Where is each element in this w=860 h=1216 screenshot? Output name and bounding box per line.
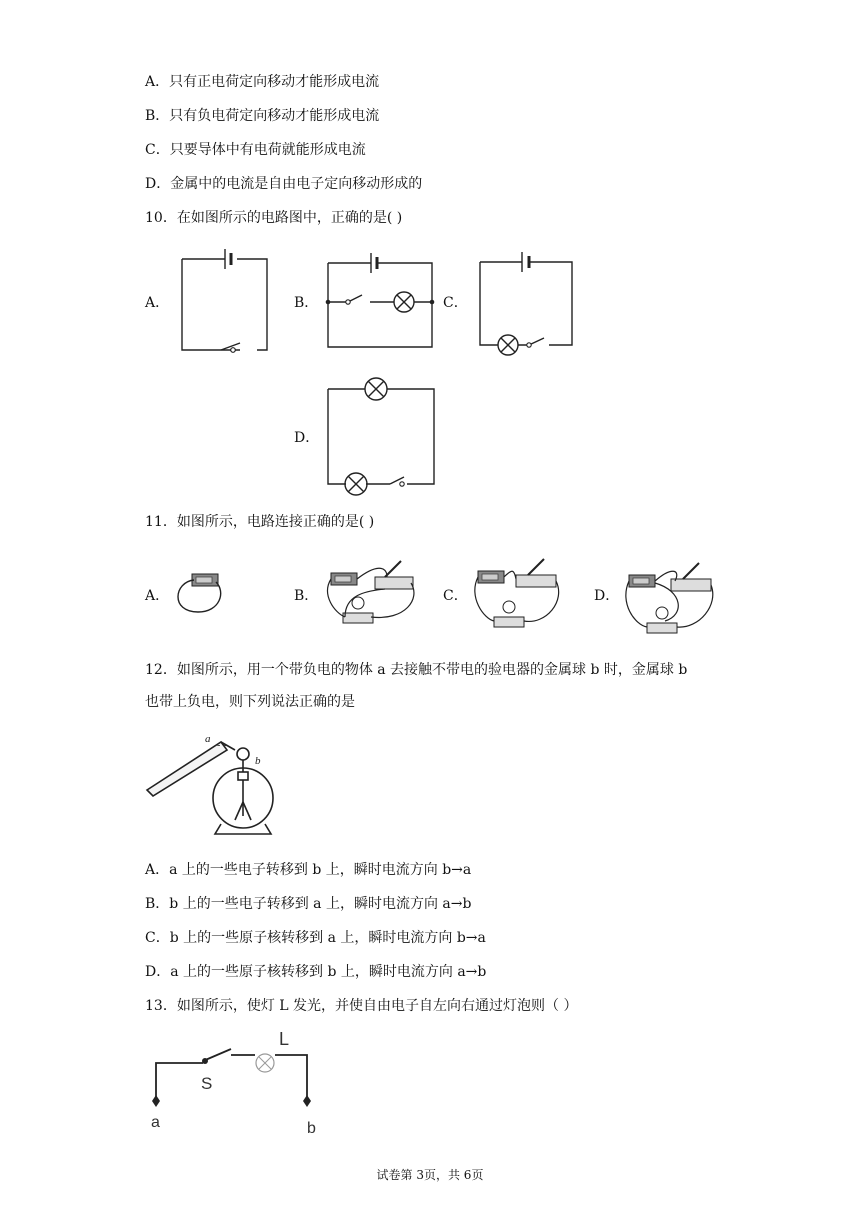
q10-circuit-c: [474, 248, 579, 363]
q12-option-b: B．b 上的一些电子转移到 a 上，瞬时电流方向 a→b: [145, 896, 472, 912]
q13-label-switch: S: [201, 1074, 213, 1093]
q11-picture-a: [172, 568, 232, 618]
q12-charge-marks: - -: [217, 740, 227, 751]
q12-label-a: a: [205, 733, 211, 745]
q9-option-b: B．只有负电荷定向移动才能形成电流: [145, 108, 380, 124]
q13-label-b: b: [307, 1120, 316, 1137]
page-footer: 试卷第 3页，共 6页: [376, 1168, 484, 1182]
q9-option-d: D．金属中的电流是自由电子定向移动形成的: [145, 176, 423, 192]
q10-circuit-b: [322, 245, 442, 355]
q9-option-c: C．只要导体中有电荷就能形成电流: [145, 142, 366, 158]
q11-label-d: D．: [594, 588, 620, 604]
q11-label-b: B．: [294, 588, 319, 604]
q11-label-c: C．: [443, 588, 468, 604]
q11-label-a: A．: [145, 588, 170, 604]
q11-stem: 11．如图所示，电路连接正确的是( ): [145, 514, 375, 530]
q10-stem: 10．在如图所示的电路图中，正确的是( ): [145, 210, 403, 226]
q12-option-c: C．b 上的一些原子核转移到 a 上，瞬时电流方向 b→a: [145, 930, 486, 946]
q13-label-lamp: L: [279, 1029, 290, 1049]
q12-stem-line2: 也带上负电，则下列说法正确的是: [145, 694, 355, 710]
q10-label-c: C．: [443, 295, 468, 311]
q12-electroscope-figure: [145, 728, 275, 838]
q10-circuit-a: [175, 240, 275, 360]
q10-label-a: A．: [145, 295, 170, 311]
q9-option-a: A．只有正电荷定向移动才能形成电流: [145, 74, 380, 90]
q13-stem: 13．如图所示，使灯 L 发光，并使自由电子自左向右通过灯泡则（ ）: [145, 998, 578, 1014]
q11-picture-c: [474, 555, 569, 635]
q13-circuit-figure: [145, 1025, 325, 1140]
q11-picture-b: [325, 555, 420, 635]
q11-picture-d: [625, 555, 720, 640]
q12-label-b: b: [255, 755, 261, 767]
q12-option-a: A．a 上的一些电子转移到 b 上，瞬时电流方向 b→a: [145, 862, 472, 878]
q10-label-b: B．: [294, 295, 319, 311]
q12-stem-line1: 12．如图所示，用一个带负电的物体 a 去接触不带电的验电器的金属球 b 时，金属球 b: [145, 662, 688, 678]
q12-option-d: D．a 上的一些原子核转移到 b 上，瞬时电流方向 a→b: [145, 964, 487, 980]
q10-label-d: D．: [294, 430, 320, 446]
q10-circuit-d: [322, 373, 442, 503]
q13-label-a: a: [151, 1114, 160, 1131]
